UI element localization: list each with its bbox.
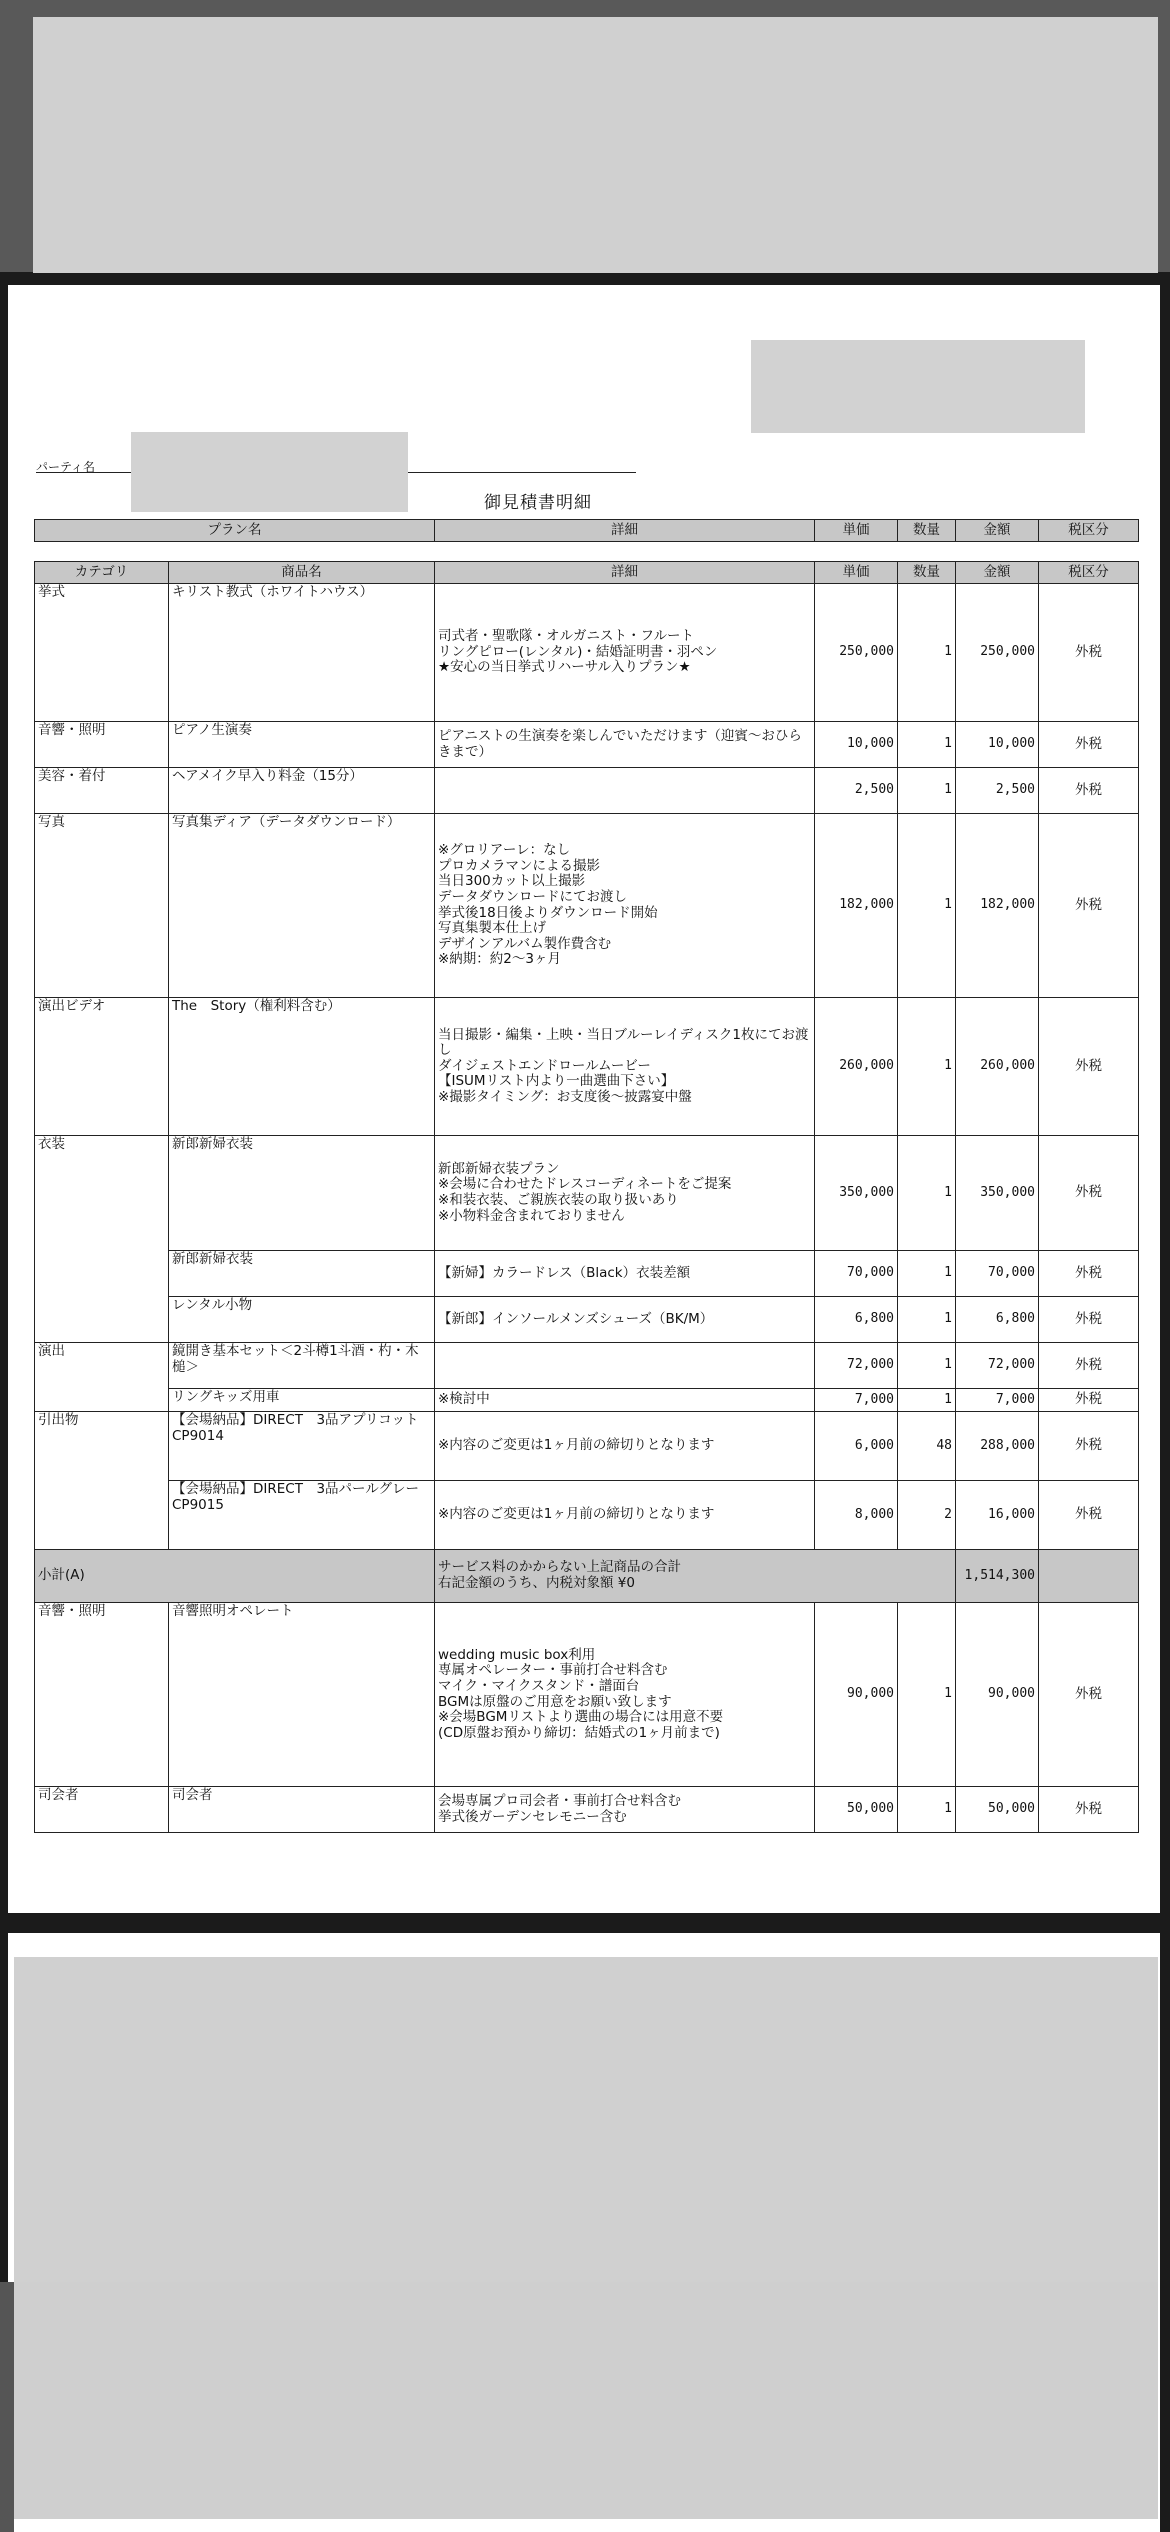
row-qty: 1 <box>898 1603 956 1787</box>
row-amount: 50,000 <box>956 1787 1039 1833</box>
row-product: 【会場納品】DIRECT 3品パールグレーCP9015 <box>169 1481 435 1550</box>
plan-tax-header: 税区分 <box>1039 520 1139 542</box>
row-detail: ※内容のご変更は1ヶ月前の締切りとなります <box>435 1481 815 1550</box>
row-detail: ※内容のご変更は1ヶ月前の締切りとなります <box>435 1412 815 1481</box>
plan-qty-header: 数量 <box>898 520 956 542</box>
row-price: 7,000 <box>815 1389 898 1412</box>
row-qty: 1 <box>898 1389 956 1412</box>
row-amount: 288,000 <box>956 1412 1039 1481</box>
row-category: 衣装 <box>35 1136 169 1343</box>
qty-header: 数量 <box>898 562 956 584</box>
detail-header: 詳細 <box>435 562 815 584</box>
amount-header: 金額 <box>956 562 1039 584</box>
row-tax: 外税 <box>1039 1481 1139 1550</box>
row-tax: 外税 <box>1039 1136 1139 1251</box>
party-name-label: パーティ名 <box>36 460 96 474</box>
row-category: 美容・着付 <box>35 768 169 814</box>
row-category: 写真 <box>35 814 169 998</box>
row-detail: 当日撮影・編集・上映・当日ブルーレイディスク1枚にてお渡し ダイジェストエンドロールムービー 【ISUMリスト内より一曲選曲下さい】 ※撮影タイミング：お支度後～披露宴中盤 <box>435 998 815 1136</box>
plan-header-table <box>34 519 1139 542</box>
row-price: 72,000 <box>815 1343 898 1389</box>
redacted-area-bottom-2 <box>14 2282 1158 2519</box>
table-row <box>35 722 1139 768</box>
row-amount: 90,000 <box>956 1603 1039 1787</box>
row-qty: 1 <box>898 1787 956 1833</box>
table-row <box>35 1412 1139 1481</box>
row-tax: 外税 <box>1039 1412 1139 1481</box>
table-row <box>35 584 1139 722</box>
row-qty: 1 <box>898 998 956 1136</box>
product-header: 商品名 <box>169 562 435 584</box>
row-product: レンタル小物 <box>169 1297 435 1343</box>
row-amount: 2,500 <box>956 768 1039 814</box>
row-amount: 72,000 <box>956 1343 1039 1389</box>
row-detail <box>435 1343 815 1389</box>
row-price: 182,000 <box>815 814 898 998</box>
row-category: 引出物 <box>35 1412 169 1550</box>
row-tax: 外税 <box>1039 768 1139 814</box>
row-category: 演出 <box>35 1343 169 1412</box>
row-amount: 70,000 <box>956 1251 1039 1297</box>
row-detail: 【新婦】カラードレス（Black）衣装差額 <box>435 1251 815 1297</box>
row-qty: 1 <box>898 814 956 998</box>
row-product: The Story（権利料含む） <box>169 998 435 1136</box>
row-price: 260,000 <box>815 998 898 1136</box>
row-price: 6,800 <box>815 1297 898 1343</box>
row-product: 新郎新婦衣装 <box>169 1251 435 1297</box>
row-detail: 会場専属プロ司会者・事前打合せ料含む 挙式後ガーデンセレモニー含む <box>435 1787 815 1833</box>
subtotal-detail: サービス料のかからない上記商品の合計 右記金額のうち、内税対象額 ¥0 <box>435 1550 956 1603</box>
row-tax: 外税 <box>1039 1603 1139 1787</box>
subtotal-amount: 1,514,300 <box>956 1550 1039 1603</box>
row-tax: 外税 <box>1039 814 1139 998</box>
row-category: 司会者 <box>35 1787 169 1833</box>
row-price: 70,000 <box>815 1251 898 1297</box>
row-qty: 1 <box>898 1297 956 1343</box>
row-product: リングキッズ用車 <box>169 1389 435 1412</box>
table-row <box>35 1297 1139 1343</box>
row-product: キリスト教式（ホワイトハウス） <box>169 584 435 722</box>
row-amount: 260,000 <box>956 998 1039 1136</box>
row-amount: 6,800 <box>956 1297 1039 1343</box>
category-header: カテゴリ <box>35 562 169 584</box>
estimate-sheet <box>8 285 1160 1913</box>
row-detail: ※検討中 <box>435 1389 815 1412</box>
row-price: 2,500 <box>815 768 898 814</box>
table-row <box>35 1343 1139 1389</box>
table-row <box>35 814 1139 998</box>
row-detail: ※グロリアーレ：なし プロカメラマンによる撮影 当日300カット以上撮影 データダウンロードにてお渡し 挙式後18日後よりダウンロード開始 写真集製本仕上げ デザインアルバム製作費含む ※納期：約2～3ヶ月 <box>435 814 815 998</box>
redacted-area-bottom-1 <box>14 1957 1158 2282</box>
row-qty: 1 <box>898 1251 956 1297</box>
row-detail: 【新郎】インソールメンズシューズ（BK/M） <box>435 1297 815 1343</box>
row-category: 音響・照明 <box>35 1603 169 1787</box>
row-category: 音響・照明 <box>35 722 169 768</box>
redacted-party-name <box>131 432 408 512</box>
row-price: 350,000 <box>815 1136 898 1251</box>
redacted-area-top <box>33 17 1158 273</box>
row-amount: 182,000 <box>956 814 1039 998</box>
row-qty: 2 <box>898 1481 956 1550</box>
redacted-logo <box>751 340 1085 433</box>
subtotal-tax-empty <box>1039 1550 1139 1603</box>
row-product: ヘアメイク早入り料金（15分） <box>169 768 435 814</box>
plan-name-header: プラン名 <box>35 520 435 542</box>
row-price: 50,000 <box>815 1787 898 1833</box>
plan-detail-header: 詳細 <box>435 520 815 542</box>
row-price: 10,000 <box>815 722 898 768</box>
table-row <box>35 1136 1139 1251</box>
row-tax: 外税 <box>1039 584 1139 722</box>
table-row <box>35 1481 1139 1550</box>
row-tax: 外税 <box>1039 1389 1139 1412</box>
row-amount: 16,000 <box>956 1481 1039 1550</box>
row-category: 演出ビデオ <box>35 998 169 1136</box>
row-detail <box>435 768 815 814</box>
row-qty: 1 <box>898 1136 956 1251</box>
row-product: 【会場納品】DIRECT 3品アプリコットCP9014 <box>169 1412 435 1481</box>
subtotal-label: 小計(A) <box>35 1550 435 1603</box>
row-product: 鏡開き基本セット＜2斗樽1斗酒・杓・木槌＞ <box>169 1343 435 1389</box>
row-amount: 350,000 <box>956 1136 1039 1251</box>
row-product: 司会者 <box>169 1787 435 1833</box>
row-detail: 新郎新婦衣装プラン ※会場に合わせたドレスコーディネートをご提案 ※和装衣装、ご親族衣装の取り扱いあり ※小物料金含まれておりません <box>435 1136 815 1251</box>
row-qty: 1 <box>898 584 956 722</box>
row-qty: 1 <box>898 768 956 814</box>
row-qty: 48 <box>898 1412 956 1481</box>
plan-amount-header: 金額 <box>956 520 1039 542</box>
table-row <box>35 1787 1139 1833</box>
row-product: 新郎新婦衣装 <box>169 1136 435 1251</box>
item-table <box>34 561 1139 1833</box>
row-product: 写真集ディア（データダウンロード） <box>169 814 435 998</box>
row-detail: wedding music box利用 専属オペレーター・事前打合せ料含む マイク・マイクスタンド・譜面台 BGMは原盤のご用意をお願い致します ※会場BGMリストより選曲の場合には用意不要 (CD原盤お預かり締切：結婚式の1ヶ月前まで) <box>435 1603 815 1787</box>
row-detail: ピアニストの生演奏を楽しんでいただけます（迎賓～おひらきまで） <box>435 722 815 768</box>
table-row <box>35 998 1139 1136</box>
row-product: ピアノ生演奏 <box>169 722 435 768</box>
tax-header: 税区分 <box>1039 562 1139 584</box>
subtotal-row <box>35 1550 1139 1603</box>
plan-price-header: 単価 <box>815 520 898 542</box>
row-category: 挙式 <box>35 584 169 722</box>
row-detail: 司式者・聖歌隊・オルガニスト・フルート リングピロー(レンタル)・結婚証明書・羽ペン ★安心の当日挙式リハーサル入りプラン★ <box>435 584 815 722</box>
table-row <box>35 1603 1139 1787</box>
table-row <box>35 1389 1139 1412</box>
row-tax: 外税 <box>1039 1343 1139 1389</box>
row-price: 250,000 <box>815 584 898 722</box>
row-tax: 外税 <box>1039 1297 1139 1343</box>
table-row <box>35 768 1139 814</box>
price-header: 単価 <box>815 562 898 584</box>
row-tax: 外税 <box>1039 1251 1139 1297</box>
row-tax: 外税 <box>1039 998 1139 1136</box>
row-amount: 10,000 <box>956 722 1039 768</box>
row-amount: 7,000 <box>956 1389 1039 1412</box>
document-title: 御見積書明細 <box>484 493 592 513</box>
row-price: 6,000 <box>815 1412 898 1481</box>
row-tax: 外税 <box>1039 1787 1139 1833</box>
row-qty: 1 <box>898 1343 956 1389</box>
row-tax: 外税 <box>1039 722 1139 768</box>
row-qty: 1 <box>898 722 956 768</box>
table-row <box>35 1251 1139 1297</box>
row-product: 音響照明オペレート <box>169 1603 435 1787</box>
row-amount: 250,000 <box>956 584 1039 722</box>
row-price: 90,000 <box>815 1603 898 1787</box>
row-price: 8,000 <box>815 1481 898 1550</box>
bottom-edge <box>0 2282 14 2532</box>
